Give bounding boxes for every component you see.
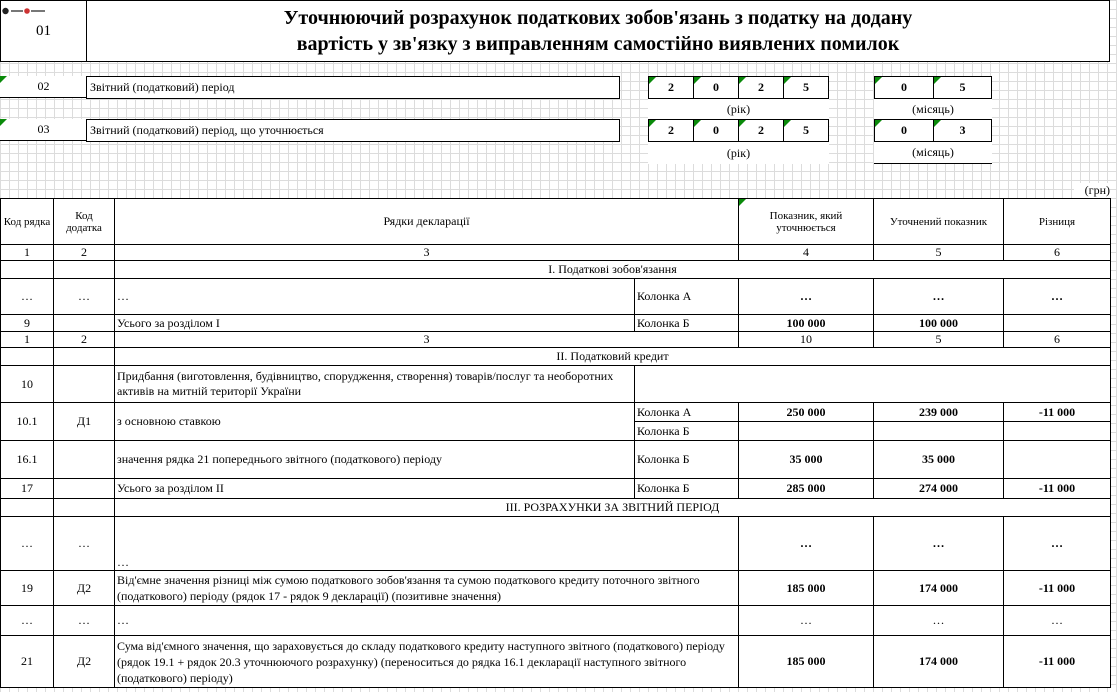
row-text: … <box>115 517 739 571</box>
value-difference[interactable]: … <box>1004 279 1111 315</box>
value-indicator[interactable]: 100 000 <box>739 315 874 332</box>
row-app: Д2 <box>54 571 115 606</box>
caption: (рік) <box>726 145 751 160</box>
col-number: 2 <box>54 245 115 261</box>
row-code: 9 <box>1 315 54 332</box>
row-column-label: Колонка Б <box>635 422 739 441</box>
header-rows-decl: Рядки декларації <box>115 199 739 245</box>
col-number: 3 <box>115 332 739 348</box>
value-corrected[interactable]: 239 000 <box>874 403 1004 422</box>
col-number: 10 <box>739 332 874 348</box>
form-title <box>86 0 1110 62</box>
col-number: 1 <box>1 332 54 348</box>
digit-box[interactable] <box>648 76 694 99</box>
value-indicator[interactable]: 285 000 <box>739 479 874 499</box>
table-row <box>1 517 1111 571</box>
section-row <box>1 261 1111 279</box>
digit-box[interactable] <box>648 119 694 142</box>
year-digits-03 <box>648 119 829 142</box>
row-text: … <box>115 279 635 315</box>
row-code: 17 <box>1 479 54 499</box>
value-indicator[interactable] <box>739 422 874 441</box>
digit-box[interactable] <box>874 76 934 99</box>
value-indicator[interactable]: 250 000 <box>739 403 874 422</box>
digit: 2 <box>668 80 674 94</box>
value-difference[interactable]: … <box>1004 606 1111 636</box>
logo-icon <box>2 7 46 15</box>
period-label-text: Звітний (податковий) період <box>90 80 235 94</box>
header-difference: Різниця <box>1004 199 1111 245</box>
digit: 0 <box>713 80 719 94</box>
value-corrected[interactable]: 174 000 <box>874 636 1004 688</box>
row-app <box>54 479 115 499</box>
declaration-table <box>0 198 1111 688</box>
title-line-1: Уточнюючий розрахунок податкових зобов'язань з податку на додану <box>283 7 913 29</box>
row-code: 10 <box>1 366 54 403</box>
row-app: Д1 <box>54 403 115 441</box>
value-difference[interactable]: … <box>1004 517 1111 571</box>
row-text: … <box>115 606 739 636</box>
period-label-02 <box>86 76 620 99</box>
row-text: значення рядка 21 попереднього звітного (податкового) періоду <box>115 441 635 479</box>
title-line-2: вартість у зв'язку з виправленням самостійно виявлених помилок <box>296 33 900 55</box>
row-code: 10.1 <box>1 403 54 441</box>
digit-box[interactable] <box>783 119 829 142</box>
period-code-03 <box>0 119 87 141</box>
value-corrected[interactable]: 174 000 <box>874 571 1004 606</box>
table-row <box>1 606 1111 636</box>
table-row <box>1 245 1111 261</box>
digit: 2 <box>758 123 764 137</box>
row-code: … <box>1 517 54 571</box>
row-app <box>54 441 115 479</box>
value-corrected[interactable]: … <box>874 517 1004 571</box>
value-difference[interactable] <box>1004 315 1111 332</box>
row-app <box>54 315 115 332</box>
period-label-text: Звітний (податковий) період, що уточнюється <box>90 123 324 137</box>
digit: 5 <box>959 80 966 94</box>
col-number: 5 <box>874 332 1004 348</box>
digit-box[interactable] <box>933 76 992 99</box>
digit-box[interactable] <box>738 119 784 142</box>
table-row <box>1 366 1111 403</box>
caption: (місяць) <box>912 145 954 159</box>
value-indicator[interactable]: 185 000 <box>739 636 874 688</box>
month-caption <box>874 99 992 119</box>
month-digits-02 <box>874 76 992 99</box>
row-code: 19 <box>1 571 54 606</box>
value-difference[interactable]: -11 000 <box>1004 636 1111 688</box>
logo <box>2 2 46 10</box>
digit: 5 <box>803 123 809 137</box>
section-title-2: II. Податковий кредит <box>115 348 1111 366</box>
row-code: … <box>1 606 54 636</box>
digit: 5 <box>803 80 809 94</box>
row-code: … <box>1 279 54 315</box>
value-difference[interactable]: -11 000 <box>1004 571 1111 606</box>
section-row <box>1 348 1111 366</box>
digit-box[interactable] <box>738 76 784 99</box>
header-code-row: Код рядка <box>1 199 54 245</box>
row-app: … <box>54 606 115 636</box>
caption: (місяць) <box>912 101 954 116</box>
digit-box[interactable] <box>933 119 992 142</box>
header-indicator: Показник, який уточнюється <box>739 199 874 245</box>
col-number: 4 <box>739 245 874 261</box>
table-row <box>1 479 1111 499</box>
value-corrected[interactable]: … <box>874 279 1004 315</box>
table-row <box>1 571 1111 606</box>
unit-text: (грн) <box>1084 183 1110 197</box>
value-difference[interactable] <box>1004 422 1111 441</box>
value-difference[interactable]: -11 000 <box>1004 403 1111 422</box>
table-row <box>1 403 1111 422</box>
value-indicator[interactable]: … <box>739 517 874 571</box>
digit: 0 <box>901 123 907 137</box>
month-caption <box>874 142 992 164</box>
header-code-app: Код додатка <box>54 199 115 245</box>
table-row <box>1 279 1111 315</box>
table-row <box>1 636 1111 688</box>
digit: 0 <box>901 80 907 94</box>
year-caption <box>648 142 829 164</box>
value-corrected[interactable]: … <box>874 606 1004 636</box>
year-digits-02 <box>648 76 829 99</box>
period-code-label: 03 <box>37 122 50 136</box>
row-text: Від'ємне значення різниці між сумою податкового зобов'язання та сумою податкового кредиту поточного звітного (податкового) періоду (рядок 17 - рядок 9 декларації) (позитивне значення) <box>115 571 739 606</box>
col-number: 5 <box>874 245 1004 261</box>
value-corrected[interactable]: 274 000 <box>874 479 1004 499</box>
period-code-label: 02 <box>37 79 50 93</box>
digit-box[interactable] <box>783 76 829 99</box>
table-header-row <box>1 199 1111 245</box>
digit-box[interactable] <box>693 119 739 142</box>
value-indicator[interactable]: … <box>739 279 874 315</box>
digit-box[interactable] <box>874 119 934 142</box>
row-column-label: Колонка А <box>635 403 739 422</box>
digit: 2 <box>668 123 674 137</box>
form-code: 01 <box>36 22 51 39</box>
period-label-03 <box>86 119 620 142</box>
row-text: Усього за розділом I <box>115 315 635 332</box>
row-app <box>54 366 115 403</box>
row-text: Усього за розділом II <box>115 479 635 499</box>
value-corrected[interactable]: 100 000 <box>874 315 1004 332</box>
row-code: 16.1 <box>1 441 54 479</box>
digit: 3 <box>959 123 966 137</box>
section-title-1: I. Податкові зобов'язання <box>115 261 1111 279</box>
row-column-label: Колонка Б <box>635 441 739 479</box>
value-difference[interactable] <box>1004 441 1111 479</box>
col-number: 2 <box>54 332 115 348</box>
table-row <box>1 441 1111 479</box>
row-app: … <box>54 279 115 315</box>
digit: 2 <box>758 80 764 94</box>
col-number: 6 <box>1004 332 1111 348</box>
col-number: 3 <box>115 245 739 261</box>
section-row <box>1 499 1111 517</box>
value-corrected[interactable]: 35 000 <box>874 441 1004 479</box>
row-column-label: Колонка Б <box>635 479 739 499</box>
digit-box[interactable] <box>693 76 739 99</box>
month-digits-03 <box>874 119 992 142</box>
value-indicator[interactable]: … <box>739 606 874 636</box>
row-code: 21 <box>1 636 54 688</box>
row-column-label: Колонка Б <box>635 315 739 332</box>
row-column-label: Колонка А <box>635 279 739 315</box>
unit-label <box>1074 183 1110 198</box>
row-text: Сума від'ємного значення, що зараховується до складу податкового кредиту наступного звітного (податкового) періоду (рядок 19.1 + рядок 20.3 уточнюючого розрахунку) (переноситься до рядка 16.1 декларації наступного звітного (податкового) періоду) <box>115 636 739 688</box>
value-difference[interactable]: -11 000 <box>1004 479 1111 499</box>
digit: 0 <box>713 123 719 137</box>
table-row <box>1 332 1111 348</box>
value-indicator[interactable]: 35 000 <box>739 441 874 479</box>
table-row <box>1 315 1111 332</box>
value-indicator[interactable]: 185 000 <box>739 571 874 606</box>
row-text: Придбання (виготовлення, будівництво, спорудження, створення) товарів/послуг та необоротних активів на митній території України <box>115 366 635 403</box>
year-caption <box>648 99 829 119</box>
col-number: 1 <box>1 245 54 261</box>
row-app: Д2 <box>54 636 115 688</box>
value-corrected[interactable] <box>874 422 1004 441</box>
period-code-02 <box>0 76 87 98</box>
header-corrected: Уточнений показник <box>874 199 1004 245</box>
row-text: з основною ставкою <box>115 403 635 441</box>
row-app: … <box>54 517 115 571</box>
section-title-3: III. РОЗРАХУНКИ ЗА ЗВІТНИЙ ПЕРІОД <box>115 499 1111 517</box>
caption: (рік) <box>726 101 751 116</box>
col-number: 6 <box>1004 245 1111 261</box>
